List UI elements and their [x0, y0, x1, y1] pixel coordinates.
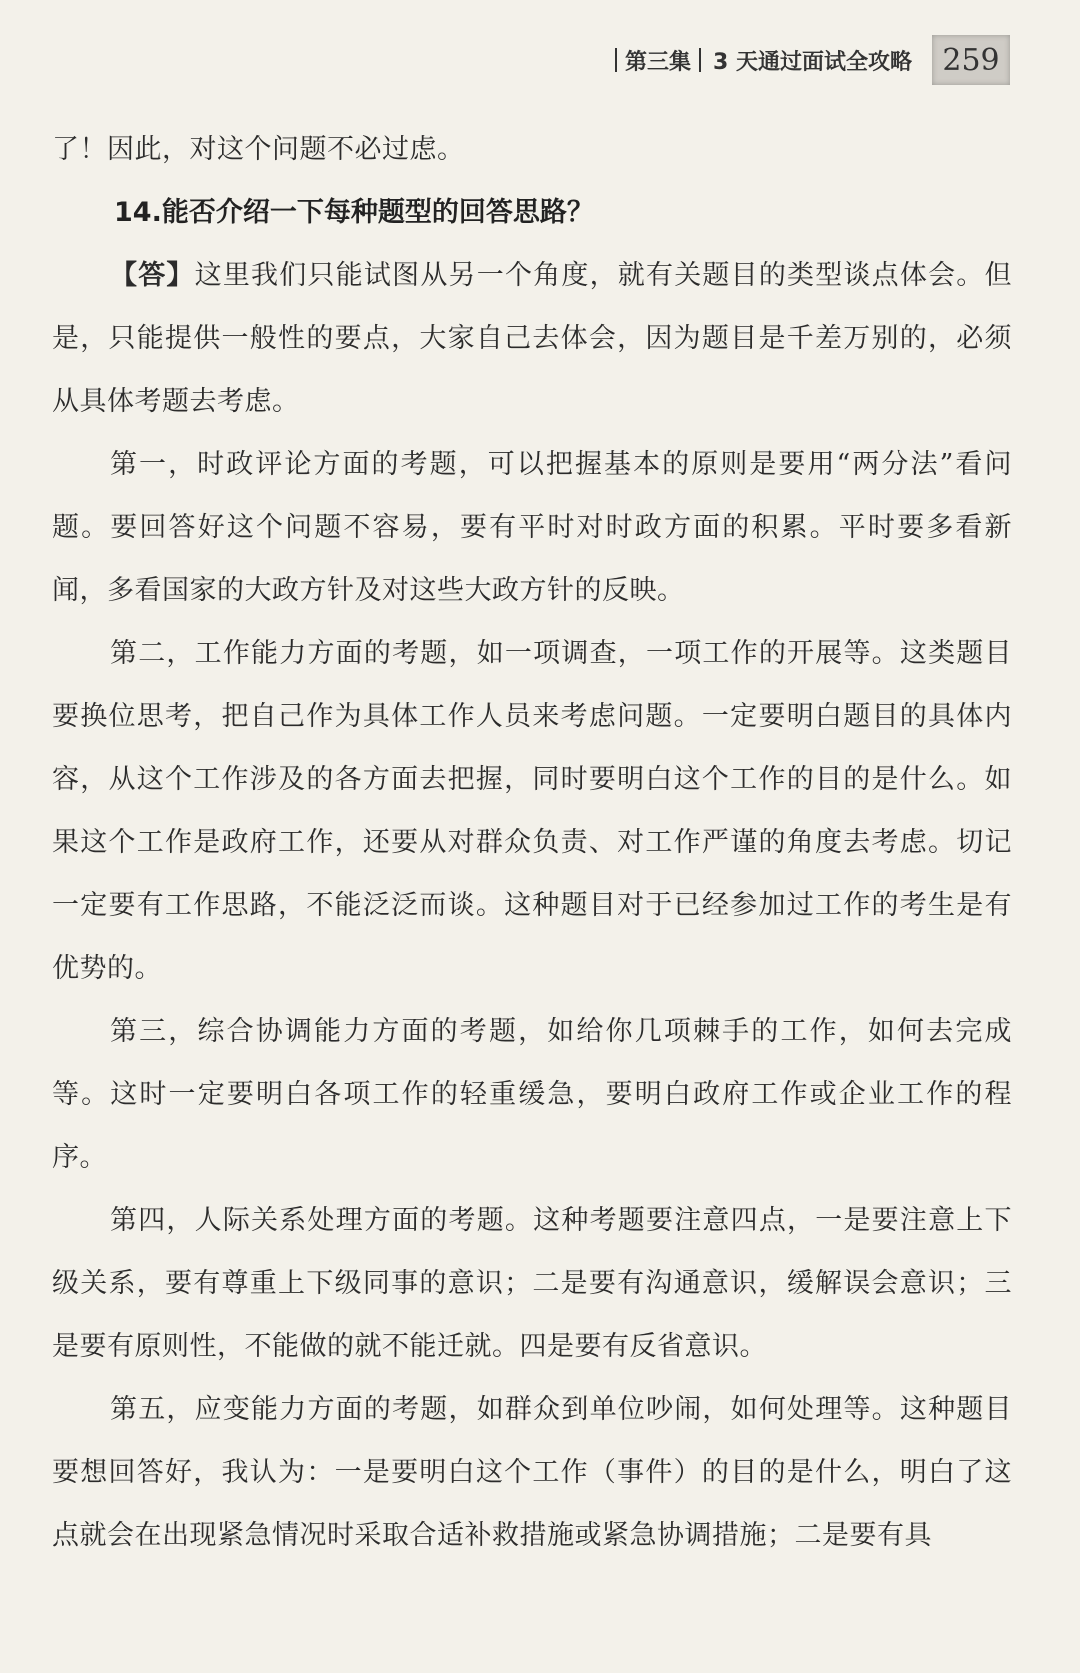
- paragraph: 第一，时政评论方面的考题，可以把握基本的原则是要用“两分法”看问题。要回答好这个问题不容易，要有平时对时政方面的积累。平时要多看新闻，多看国家的大政方针及对这些大政方针的反映。: [52, 449, 1012, 606]
- separator-bar: [699, 48, 701, 72]
- page-number: 259: [932, 35, 1010, 85]
- paragraph: [52, 244, 1012, 433]
- book-title: 3 天通过面试全攻略: [713, 49, 912, 75]
- paragraph: 第三，综合协调能力方面的考题，如给你几项棘手的工作，如何去完成等。这时一定要明白各项工作的轻重缓急，要明白政府工作或企业工作的程序。: [52, 1016, 1012, 1173]
- answer-label: 【答】: [110, 260, 195, 291]
- page-header: [607, 34, 1010, 86]
- paragraph: 第五，应变能力方面的考题，如群众到单位吵闹，如何处理等。这种题目要想回答好，我认为：一是要明白这个工作（事件）的目的是什么，明白了这点就会在出现紧急情况时采取合适补救措施或紧急协调措施；二是要有具: [52, 1394, 1012, 1551]
- answer-text: 这里我们只能试图从另一个角度，就有关题目的类型谈点体会。但是，只能提供一般性的要点，大家自己去体会，因为题目是千差万别的，必须从具体考题去考虑。: [52, 260, 1013, 417]
- body-text: [52, 118, 1012, 1567]
- part-label: 第三集: [625, 49, 692, 75]
- running-head: [607, 45, 912, 76]
- separator-bar: [615, 48, 617, 72]
- paragraph: 第二，工作能力方面的考题，如一项调查，一项工作的开展等。这类题目要换位思考，把自己作为具体工作人员来考虑问题。一定要明白题目的具体内容，从这个工作涉及的各方面去把握，同时要明白这个工作的目的是什么。如果这个工作是政府工作，还要从对群众负责、对工作严谨的角度去考虑。切记一定要有工作思路，不能泛泛而谈。这种题目对于已经参加过工作的考生是有优势的。: [52, 638, 1012, 984]
- question-heading: 14.能否介绍一下每种题型的回答思路？: [114, 197, 594, 228]
- paragraph: 了！因此，对这个问题不必过虑。: [52, 134, 465, 165]
- paragraph: 第四，人际关系处理方面的考题。这种考题要注意四点，一是要注意上下级关系，要有尊重上下级同事的意识；二是要有沟通意识，缓解误会意识；三是要有原则性，不能做的就不能迁就。四是要有反省意识。: [52, 1205, 1012, 1362]
